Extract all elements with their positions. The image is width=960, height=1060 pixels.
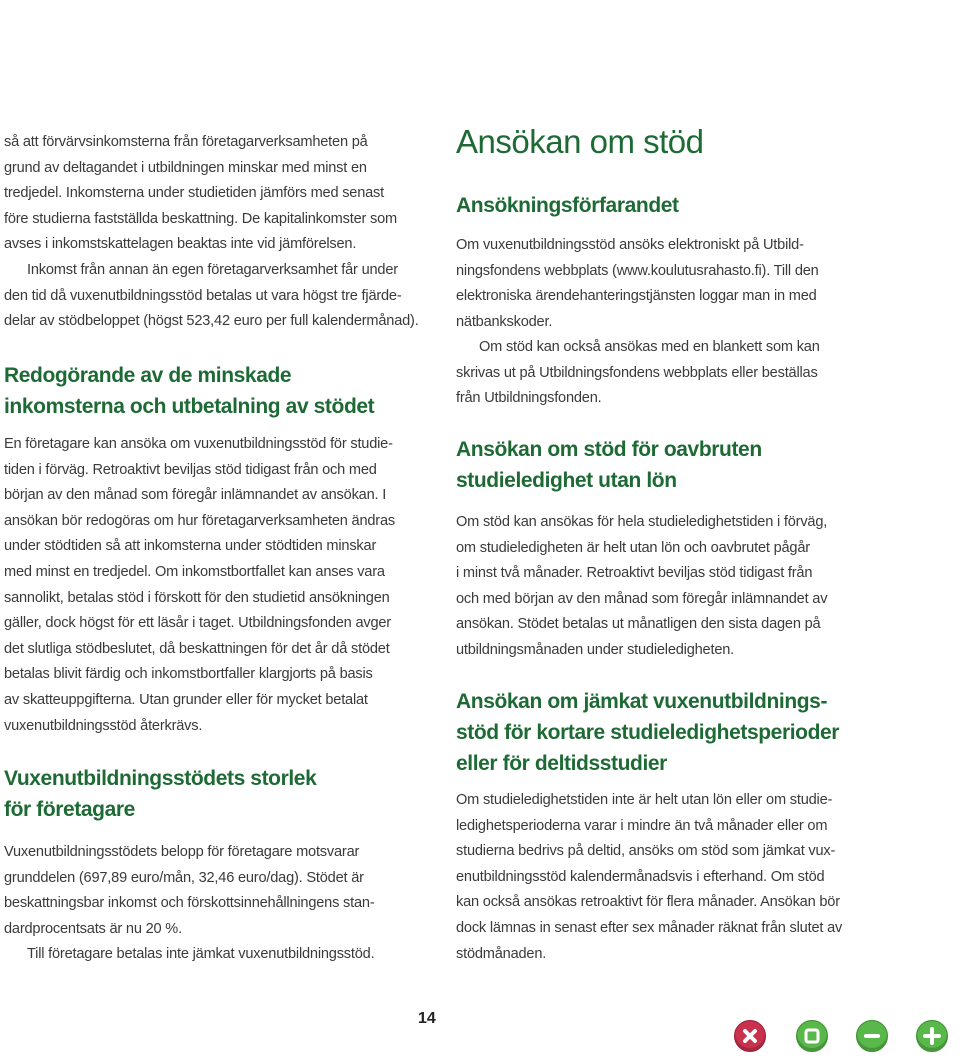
text-line: ningsfondens webbplats (www.koulutusrahasto.fi). Till den [456,262,819,279]
right-paragraph-2 [456,335,820,412]
right-paragraph-4 [456,788,842,967]
text-line: från Utbildningsfonden. [456,390,602,407]
text-line: betalas blivit färdig och inkomstbortfaller klargjorts på basis [4,666,373,683]
section-heading-income-report [4,360,374,422]
text-line: sannolikt, betalas stöd i förskott för den studietid ansökningen [4,589,390,606]
text-line: Om stöd kan också ansökas med en blankett som kan [479,339,820,355]
text-line: före studierna fastställda beskattning. De kapitalinkomster som [4,210,397,227]
heading-line: Ansökan om stöd för oavbruten [456,438,762,461]
text-line: ansökan bör redogöras om hur företagarverksamheten ändras [4,512,395,529]
plus-icon [917,1021,947,1051]
heading-line: Ansökan om jämkat vuxenutbildnings- [456,690,828,713]
square-icon [797,1021,827,1051]
text-line: delar av stödbeloppet (högst 523,42 euro per full kalendermånad). [4,313,419,330]
left-paragraph-3 [4,432,395,739]
close-icon [735,1021,765,1051]
left-paragraph-2 [4,258,419,335]
main-heading: Ansökan om stöd [456,123,704,160]
minimize-button[interactable] [856,1020,888,1052]
window-controls [734,1020,954,1052]
heading-line: för företagare [4,798,135,821]
text-line: den tid då vuxenutbildningsstöd betalas ut vara högst tre fjärde- [4,287,402,304]
text-line: i minst två månader. Retroaktivt beviljas stöd tidigast från [456,565,813,582]
text-line: ledighetsperioderna varar i mindre än två månader eller om [456,817,828,834]
text-line: Om studieledighetstiden inte är helt utan lön eller om studie- [456,792,833,808]
text-line: grund av deltagandet i utbildningen minskar med minst en [4,159,367,176]
left-paragraph-5 [4,942,374,968]
text-line: av skatteuppgifterna. Utan grunder eller för mycket betalat [4,691,368,708]
heading-line: studieledighet utan lön [456,469,677,492]
heading-line: Redogörande av de minskade [4,364,292,387]
right-paragraph-1 [456,233,819,335]
section-heading-uninterrupted-leave [456,434,762,496]
text-line: avses i inkomstskattelagen beaktas inte vid jämförelsen. [4,236,357,253]
right-paragraph-3 [456,510,827,664]
text-line: skrivas ut på Utbildningsfondens webbplats eller beställas [456,364,818,381]
text-line: Om stöd kan ansökas för hela studieledighetstiden i förväg, [456,514,828,530]
close-button[interactable] [734,1020,766,1052]
text-line: vuxenutbildningsstöd återkrävs. [4,717,203,734]
text-line: beskattningsbar inkomst och förskottsinnehållningens stan- [4,895,375,912]
text-line: dock lämnas in senast efter sex månader räknat från slutet av [456,919,843,936]
text-line: med minst en tredjedel. Om inkomstbortfallet kan anses vara [4,563,385,580]
text-line: stödmånaden. [456,945,547,962]
text-line: under stödtiden så att inkomsterna under stödtiden minskar [4,538,377,555]
text-line: tredjedel. Inkomsterna under studietiden jämförs med senast [4,185,385,202]
text-line: enutbildningsstöd kalendermånadsvis i efterhand. Om stöd [456,868,825,885]
section-heading-adjusted-support [456,686,839,779]
text-line: studierna bedrivs på deltid, ansöks om stöd som jämkat vux- [456,843,836,860]
text-line: En företagare kan ansöka om vuxenutbildningsstöd för studie- [4,436,393,452]
add-button[interactable] [916,1020,948,1052]
left-paragraph-1 [4,130,397,258]
text-line: Vuxenutbildningsstödets belopp för företagare motsvarar [4,844,360,860]
text-line: så att förvärvsinkomsterna från företagarverksamheten på [4,134,368,150]
text-line: det slutliga stödbeslutet, då beskattningen för det år då stödet [4,640,390,657]
text-line: och med början av den månad som föregår inlämnandet av [456,590,828,607]
text-line: elektroniska ärendehanteringstjänsten loggar man in med [456,288,817,305]
section-heading-support-size [4,763,316,825]
heading-line: eller för deltidsstudier [456,752,667,775]
text-line: om studieledigheten är helt utan lön och oavbrutet pågår [456,539,810,556]
text-line: Inkomst från annan än egen företagarverksamhet får under [27,262,398,278]
text-line: ansökan. Stödet betalas ut månatligen den sista dagen på [456,616,821,633]
heading-line: Vuxenutbildningsstödets storlek [4,767,317,790]
text-line: tiden i förväg. Retroaktivt beviljas stöd tidigast från och med [4,461,377,478]
text-line: Till företagare betalas inte jämkat vuxenutbildningsstöd. [27,946,375,962]
minus-icon [857,1021,887,1051]
text-line: Om vuxenutbildningsstöd ansöks elektroniskt på Utbild- [456,237,804,253]
text-line: nätbankskoder. [456,313,553,330]
heading-line: stöd för kortare studieledighetsperioder [456,721,840,744]
left-paragraph-4 [4,840,374,942]
page-number: 14 [418,1010,436,1027]
heading-line: inkomsterna och utbetalning av stödet [4,395,375,418]
text-line: gäller, dock högst för ett läsår i taget. Utbildningsfonden avger [4,615,391,632]
section-heading-application-procedure: Ansökningsförfarandet [456,194,679,217]
text-line: dardprocentsats är nu 20 %. [4,920,182,937]
text-line: utbildningsmånaden under studieledigheten. [456,641,735,658]
text-line: början av den månad som föregår inlämnandet av ansökan. I [4,487,387,504]
maximize-button[interactable] [796,1020,828,1052]
text-line: kan också ansökas retroaktivt för flera månader. Ansökan bör [456,894,840,911]
text-line: grunddelen (697,89 euro/mån, 32,46 euro/dag). Stödet är [4,869,364,886]
